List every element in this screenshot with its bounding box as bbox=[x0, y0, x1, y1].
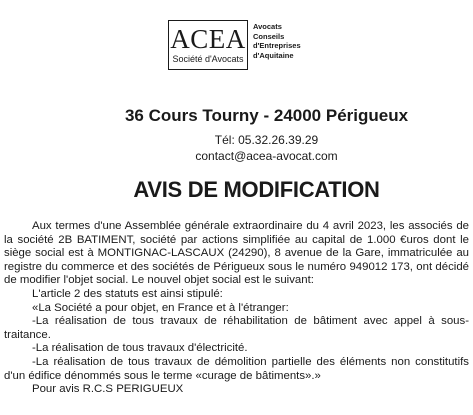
logo-tagline-line: Conseils bbox=[253, 31, 285, 41]
logo-tagline-line: Avocats bbox=[253, 22, 282, 31]
acea-logo bbox=[168, 20, 318, 72]
logo-name: ACEA bbox=[170, 24, 246, 54]
logo-tagline-line: d'Entreprises bbox=[253, 41, 301, 50]
firm-address: 36 Cours Tourny - 24000 Périgueux bbox=[124, 106, 409, 125]
notice-paragraph: Aux termes d'une Assemblée générale extraordinaire du 4 avril 2023, les associés de la société 2B BATIMENT, société par actions simplifiée au capital de 1.000 €uros dont le siège social est à MONTIGNAC-LASCAUX (24290), 8 avenue de la Gare, immatriculée au registre du commerce et des sociétés de Périgueux sous le numéro 949012 173, ont décidé de modifier l'objet social. Le nouvel objet social est le suivant: bbox=[4, 220, 469, 287]
notice-paragraph: -La réalisation de tous travaux de démolition partielle des éléments non constitutifs d'un édifice dénommés sous le terme «curage de bâtiments».» bbox=[4, 355, 469, 382]
notice-paragraph: L'article 2 des statuts est ainsi stipulé: bbox=[32, 287, 223, 300]
logo-tagline bbox=[253, 22, 323, 60]
notice-paragraph: «La Société a pour objet, en France et à l'étranger: bbox=[32, 301, 289, 314]
notice-paragraph: -La réalisation de tous travaux de réhabilitation de bâtiment avec appel à sous-traitance. bbox=[4, 315, 469, 341]
logo-subtitle: Société d'Avocats bbox=[172, 54, 244, 64]
notice-paragraph: -La réalisation de tous travaux d'électricité. bbox=[32, 342, 248, 355]
logo-tagline-line: d'Aquitaine bbox=[253, 50, 294, 60]
firm-email: contact@acea-avocat.com bbox=[195, 149, 338, 163]
firm-phone: Tél: 05.32.26.39.29 bbox=[214, 133, 319, 147]
notice-title: AVIS DE MODIFICATION bbox=[133, 177, 380, 202]
notice-signature: Pour avis R.C.S PERIGUEUX bbox=[32, 383, 184, 396]
notice-body bbox=[4, 220, 469, 397]
